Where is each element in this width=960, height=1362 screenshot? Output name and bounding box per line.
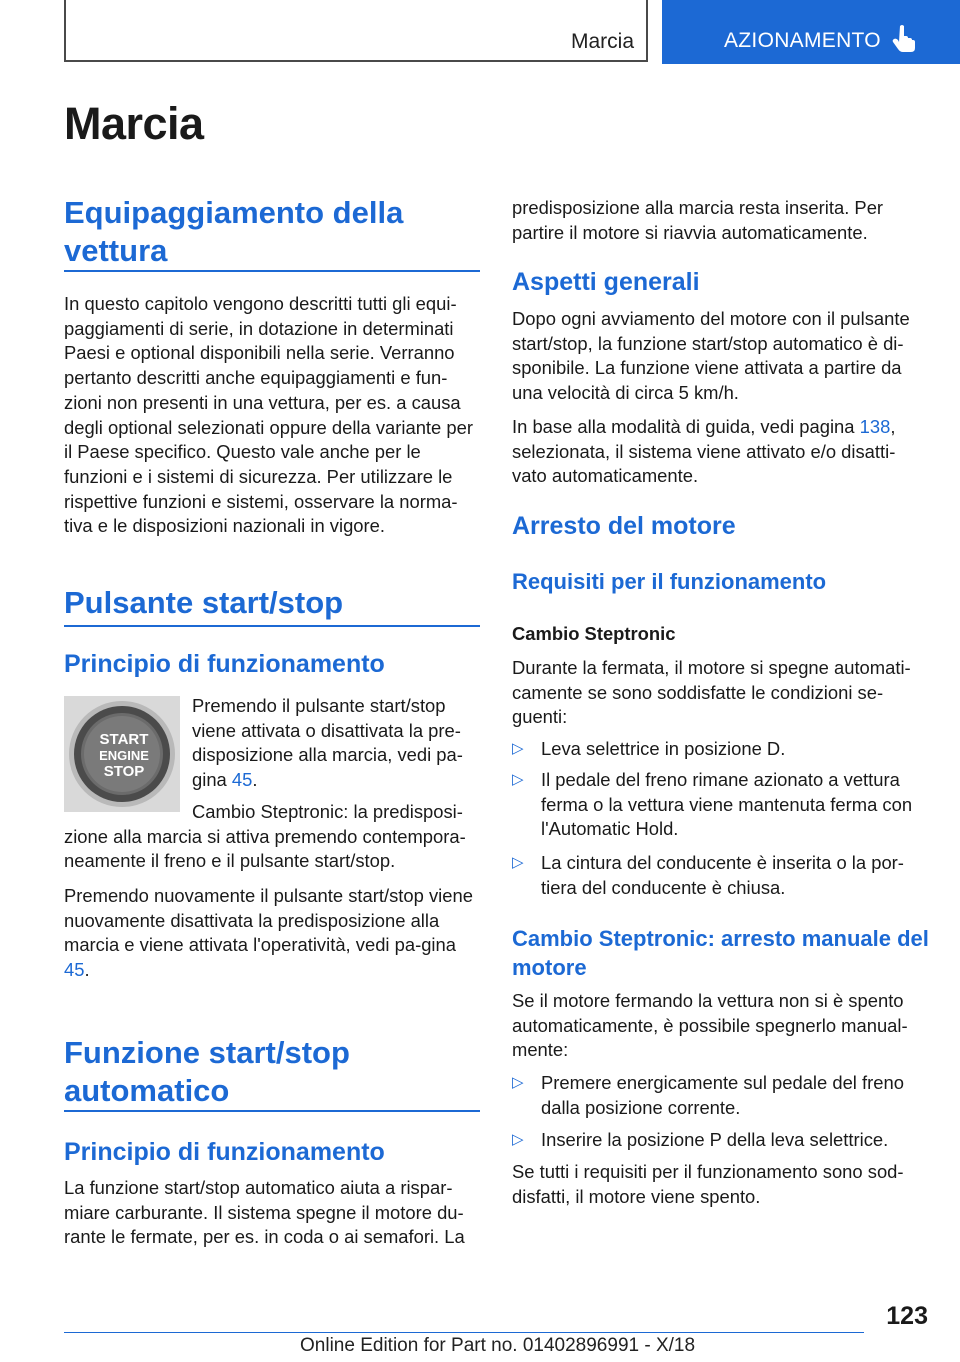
paragraph-premendo-a: Premendo il pulsante start/stop viene attivata o disattivata la pre-disposizione alla marcia, vedi pa-gina 45.: [192, 695, 463, 791]
paragraph-durante: Durante la fermata, il motore si spegne automati-camente se sono soddisfatte le condizioni se-guenti:: [512, 657, 911, 728]
bullet-marker: ▷: [512, 1131, 524, 1148]
page-number: 123: [886, 1302, 928, 1330]
page-title: Marcia: [64, 98, 204, 149]
list-item-text: Premere energicamente sul pedale del freno dalla posizione corrente.: [541, 1072, 904, 1118]
header-chapter-tab[interactable]: [662, 0, 960, 64]
paragraph-principio-2: La funzione start/stop automatico aiuta a rispar-miare carburante. Il sistema spegne il motore du-rante le fermate, per es. in coda o ai semafori. La: [64, 1177, 465, 1248]
hand-pointer-icon: [892, 24, 916, 52]
header-chapter-label: AZIONAMENTO: [724, 29, 881, 52]
paragraph-premendo-b: Premendo nuovamente il pulsante start/stop viene nuovamente disattivata la predisposizione alla marcia e viene attivata l'operatività, vedi pa-gina 45.: [64, 885, 473, 981]
button-label-start: START: [99, 731, 149, 748]
page-link-138[interactable]: 138: [859, 416, 891, 437]
heading-principio-2: Principio di funzionamento: [64, 1138, 385, 1166]
footer-edition: Online Edition for Part no. 01402896991 - X/18: [300, 1335, 696, 1356]
text-modalita-a: In base alla modalità di guida, vedi pagina: [512, 416, 860, 437]
paragraph-cambio: Cambio Steptronic: la predisposi-zione alla marcia si attiva premendo contempora-neamente il freno e il pulsante start/stop.: [64, 801, 466, 872]
start-stop-button-image: [64, 696, 180, 812]
heading-principio-1: Principio di funzionamento: [64, 650, 385, 678]
heading-arresto: Arresto del motore: [512, 512, 736, 540]
heading-aspetti: Aspetti generali: [512, 268, 700, 296]
paragraph-final: Se tutti i requisiti per il funzionamento sono sod-disfatti, il motore viene spento.: [512, 1161, 904, 1207]
list-item-text: Leva selettrice in posizione D.: [541, 738, 786, 759]
text-modalita-b: , selezionata, il sistema viene attivato e/o disatti-vato automaticamente.: [512, 416, 896, 487]
paragraph-aspetti: Dopo ogni avviamento del motore con il pulsante start/stop, la funzione start/stop automatico è di-sponibile. La funzione viene attivata a partire da una velocità di circa 5 km/h.: [512, 308, 910, 404]
bullet-marker: ▷: [512, 854, 524, 871]
bullet-marker: ▷: [512, 1074, 524, 1091]
list-item-text: La cintura del conducente è inserita o la por-tiera del conducente è chiusa.: [541, 852, 904, 898]
footer-divider: [64, 1332, 864, 1333]
page-link-45[interactable]: 45: [64, 959, 85, 981]
button-label-stop: STOP: [103, 763, 145, 780]
bullet-marker: ▷: [512, 771, 524, 788]
label-cambio-steptronic: Cambio Steptronic: [512, 623, 676, 644]
text-premendo-a: Premendo il pulsante start/stop viene attivata o disattivata la pre-disposizione alla marcia, vedi pa-gina: [192, 695, 463, 791]
page-link-45[interactable]: 45: [231, 769, 253, 791]
header-section-label: Marcia: [570, 30, 634, 53]
header-section-box: [64, 0, 648, 62]
list-item-text: Il pedale del freno rimane azionato a vettura ferma o la vettura viene mantenuta ferma con l'Automatic Hold.: [541, 769, 913, 840]
heading-arresto-manuale: Cambio Steptronic: arresto manuale del motore: [512, 926, 929, 980]
divider: [64, 625, 480, 627]
list-item-text: Inserire la posizione P della leva selettrice.: [541, 1129, 889, 1150]
button-label-engine: ENGINE: [99, 748, 149, 763]
heading-pulsante: Pulsante start/stop: [64, 585, 344, 620]
paragraph-equipaggiamento: In questo capitolo vengono descritti tutti gli equi-paggiamenti di serie, in dotazione in determinati Paesi e optional disponibili nella serie. Verranno pertanto descritti anche equipaggiamenti e fun-zioni non presenti in una vettura, per es. a causa degli optional selezionati oppure della variante per il Paese specifico. Questo vale anche per le funzioni e i sistemi di sicurezza. Per utilizzare le rispettive funzioni e sistemi, osservare la norma-tiva e le disposizioni nazionali in vigore.: [64, 293, 473, 537]
divider: [64, 1110, 480, 1112]
paragraph-manuale: Se il motore fermando la vettura non si è spento automaticamente, è possibile spegnerlo manual-mente:: [512, 990, 908, 1061]
heading-requisiti: Requisiti per il funzionamento: [512, 569, 827, 594]
bullet-marker: ▷: [512, 740, 524, 757]
paragraph-continuation: predisposizione alla marcia resta inserita. Per partire il motore si riavvia automaticamente.: [512, 197, 884, 243]
heading-funzione: Funzione start/stop automatico: [64, 1035, 350, 1108]
heading-equipaggiamento: Equipaggiamento della vettura: [64, 195, 404, 268]
paragraph-modalita: [512, 415, 930, 489]
divider: [64, 270, 480, 272]
text-premendo-b: Premendo nuovamente il pulsante start/stop viene nuovamente disattivata la predisposizione alla marcia e viene attivata l'operatività, vedi pa-gina: [64, 885, 473, 956]
